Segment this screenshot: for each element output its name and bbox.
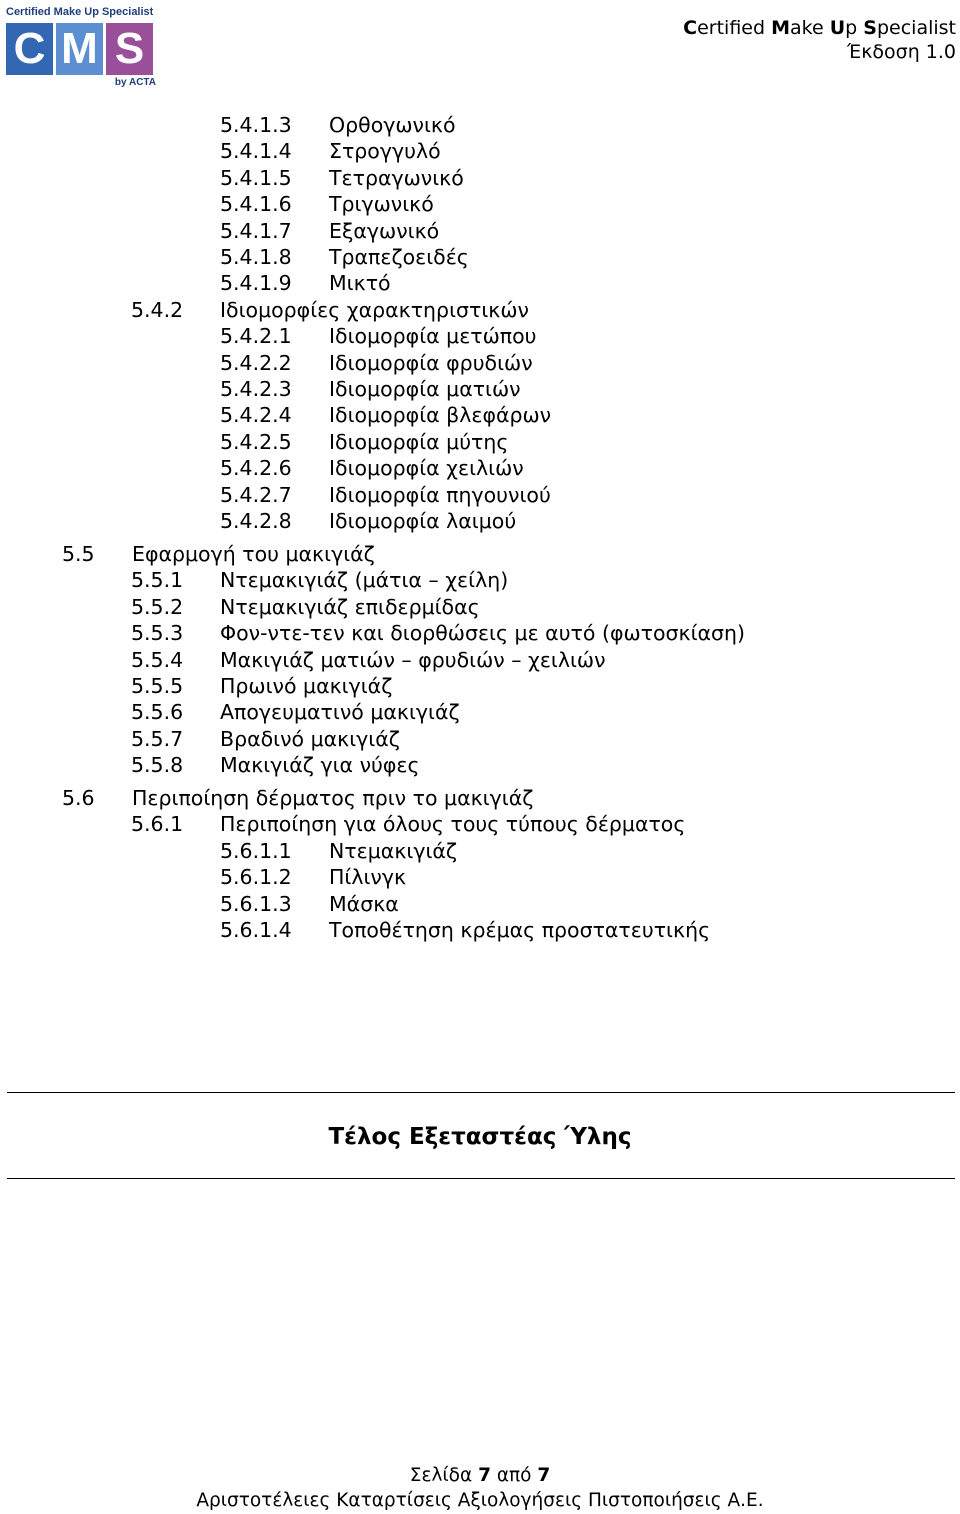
toc-entry-title: Τραπεζοειδές [329,245,469,269]
toc-entry-number: 5.6 [62,786,95,810]
toc-entry-number: 5.4.1.4 [220,139,292,164]
cms-logo [6,6,158,88]
toc-entry-title: Ιδιομορφία μετώπου [329,324,537,349]
title-part: ake [790,17,830,39]
toc-entry-title: Τοποθέτηση κρέμας προστατευτικής [329,918,711,942]
toc-entry-number: 5.4.2.2 [220,350,292,375]
logo-tagline: Certified Make Up Specialist [6,6,154,18]
toc-entry-number: 5.4.1.5 [220,165,292,190]
toc-entry-number: 5.4.2.1 [220,324,292,349]
title-part: U [829,17,846,39]
toc-entry-title: Βραδινό μακιγιάζ [220,726,400,751]
divider-bottom [7,1178,955,1179]
toc-entry-number: 5.4.1.6 [220,192,292,217]
footer-company: Αριστοτέλειες Καταρτίσεις Αξιολογήσεις Πιστοποιήσεις Α.Ε. [196,1490,764,1511]
toc-entry-number: 5.4.1.7 [220,218,292,243]
toc-entry-title: Ντεμακιγιάζ επιδερμίδας [220,594,480,619]
logo-letter-s: S [106,23,153,75]
toc-entry-title: Μακιγιάζ για νύφες [220,753,420,778]
toc-entry-number: 5.6.1.1 [220,838,292,863]
toc-entry-number: 5.4.2.3 [220,377,292,401]
toc-entry-title: Τετραγωνικό [329,165,464,190]
toc-entry-title: Ορθογωνικό [329,113,456,137]
toc-entry-title: Μάσκα [329,891,399,916]
toc-entry-title: Ιδιομορφία πηγουνιού [329,482,551,507]
logo-letter-m: M [56,23,103,75]
title-part: S [863,17,877,39]
toc-entry-number: 5.4.2.4 [220,403,292,428]
logo-by: by ACTA [114,77,156,88]
toc-entry-title: Ιδιομορφία βλεφάρων [329,403,552,428]
toc-entry-number: 5.5.8 [131,753,184,778]
toc-entry-title: Ιδιομορφία ματιών [329,377,521,401]
page-middle: από [490,1465,538,1486]
logo-letter-c: C [6,23,53,75]
page-current: 7 [478,1465,491,1486]
toc-entry-title: Πίλινγκ [329,865,407,890]
toc-entry-title: Πρωινό μακιγιάζ [220,673,393,698]
toc-entry-title: Απογευματινό μακιγιάζ [220,700,460,725]
toc-entry-title: Ιδιομορφία μύτης [329,429,509,454]
toc-entry-title: Ντεμακιγιάζ [329,838,458,863]
header-title-block [683,16,956,64]
end-title: Τέλος Εξεταστέας Ύλης [328,1124,632,1150]
title-part: ertified [697,17,772,39]
toc-entry-title: Τριγωνικό [329,192,434,217]
toc-entry-title: Ντεμακιγιάζ (μάτια – χείλη) [220,568,509,593]
title-part: M [771,17,791,39]
toc-entry-number: 5.5.1 [131,568,184,593]
toc-entry-number: 5.5.5 [131,673,184,698]
toc-entry-number: 5.5.3 [131,621,184,646]
divider-top [7,1092,955,1093]
toc-entry-title: Εφαρμογή του μακιγιάζ [132,541,375,566]
title-part: p [845,17,864,39]
toc-entry-number: 5.5.2 [131,594,184,619]
header-edition: Έκδοση 1.0 [847,41,956,63]
toc-entry-title: Ιδιομορφία λαιμού [329,509,517,533]
toc-entry-title: Εξαγωνικό [329,218,440,243]
toc-entry-number: 5.4.1.9 [220,271,292,296]
toc-entry-number: 5.5.7 [131,726,184,751]
toc-entry-title: Περιποίηση για όλους τους τύπους δέρματος [220,812,686,837]
toc-entry-number: 5.4.1.3 [220,113,292,137]
toc-entry-number: 5.4.2.8 [220,509,292,533]
toc-entry-title: Ιδιομορφία φρυδιών [329,350,533,375]
header-title [683,16,956,40]
toc-entry-title: Ιδιομορφία χειλιών [329,456,524,481]
toc-entry-number: 5.4.1.8 [220,245,292,269]
toc-entry-title: Μακιγιάζ ματιών – φρυδιών – χειλιών [220,647,606,672]
toc-entry-number: 5.5.6 [131,700,184,725]
page-number [0,1465,960,1486]
toc-entry-title: Φον-ντε-τεν και διορθώσεις με αυτό (φωτοσκίαση) [220,621,746,646]
title-part: pecialist [876,17,956,39]
toc-entry-title: Στρογγυλό [329,139,441,164]
toc-entry-number: 5.6.1.2 [220,865,292,890]
page-total: 7 [537,1465,551,1486]
title-part: C [683,17,698,39]
logo-letters [6,23,153,75]
toc-entry-number: 5.4.2.7 [220,482,292,507]
toc-entry-number: 5.4.2.5 [220,429,292,454]
toc-entry-number: 5.4.2 [131,297,184,322]
toc-entry-number: 5.4.2.6 [220,456,292,481]
toc-entry-number: 5.5.4 [131,647,184,672]
toc-entry-number: 5.5 [62,541,95,566]
toc-entry-number: 5.6.1.4 [220,918,292,942]
toc-entry-title: Περιποίηση δέρματος πριν το μακιγιάζ [132,786,534,810]
toc-entry-title: Μικτό [329,271,391,296]
toc-entry-number: 5.6.1.3 [220,891,292,916]
toc-entry-number: 5.6.1 [131,812,184,837]
page-prefix: Σελίδα [409,1465,479,1486]
toc-entry-title: Ιδιομορφίες χαρακτηριστικών [220,297,529,322]
